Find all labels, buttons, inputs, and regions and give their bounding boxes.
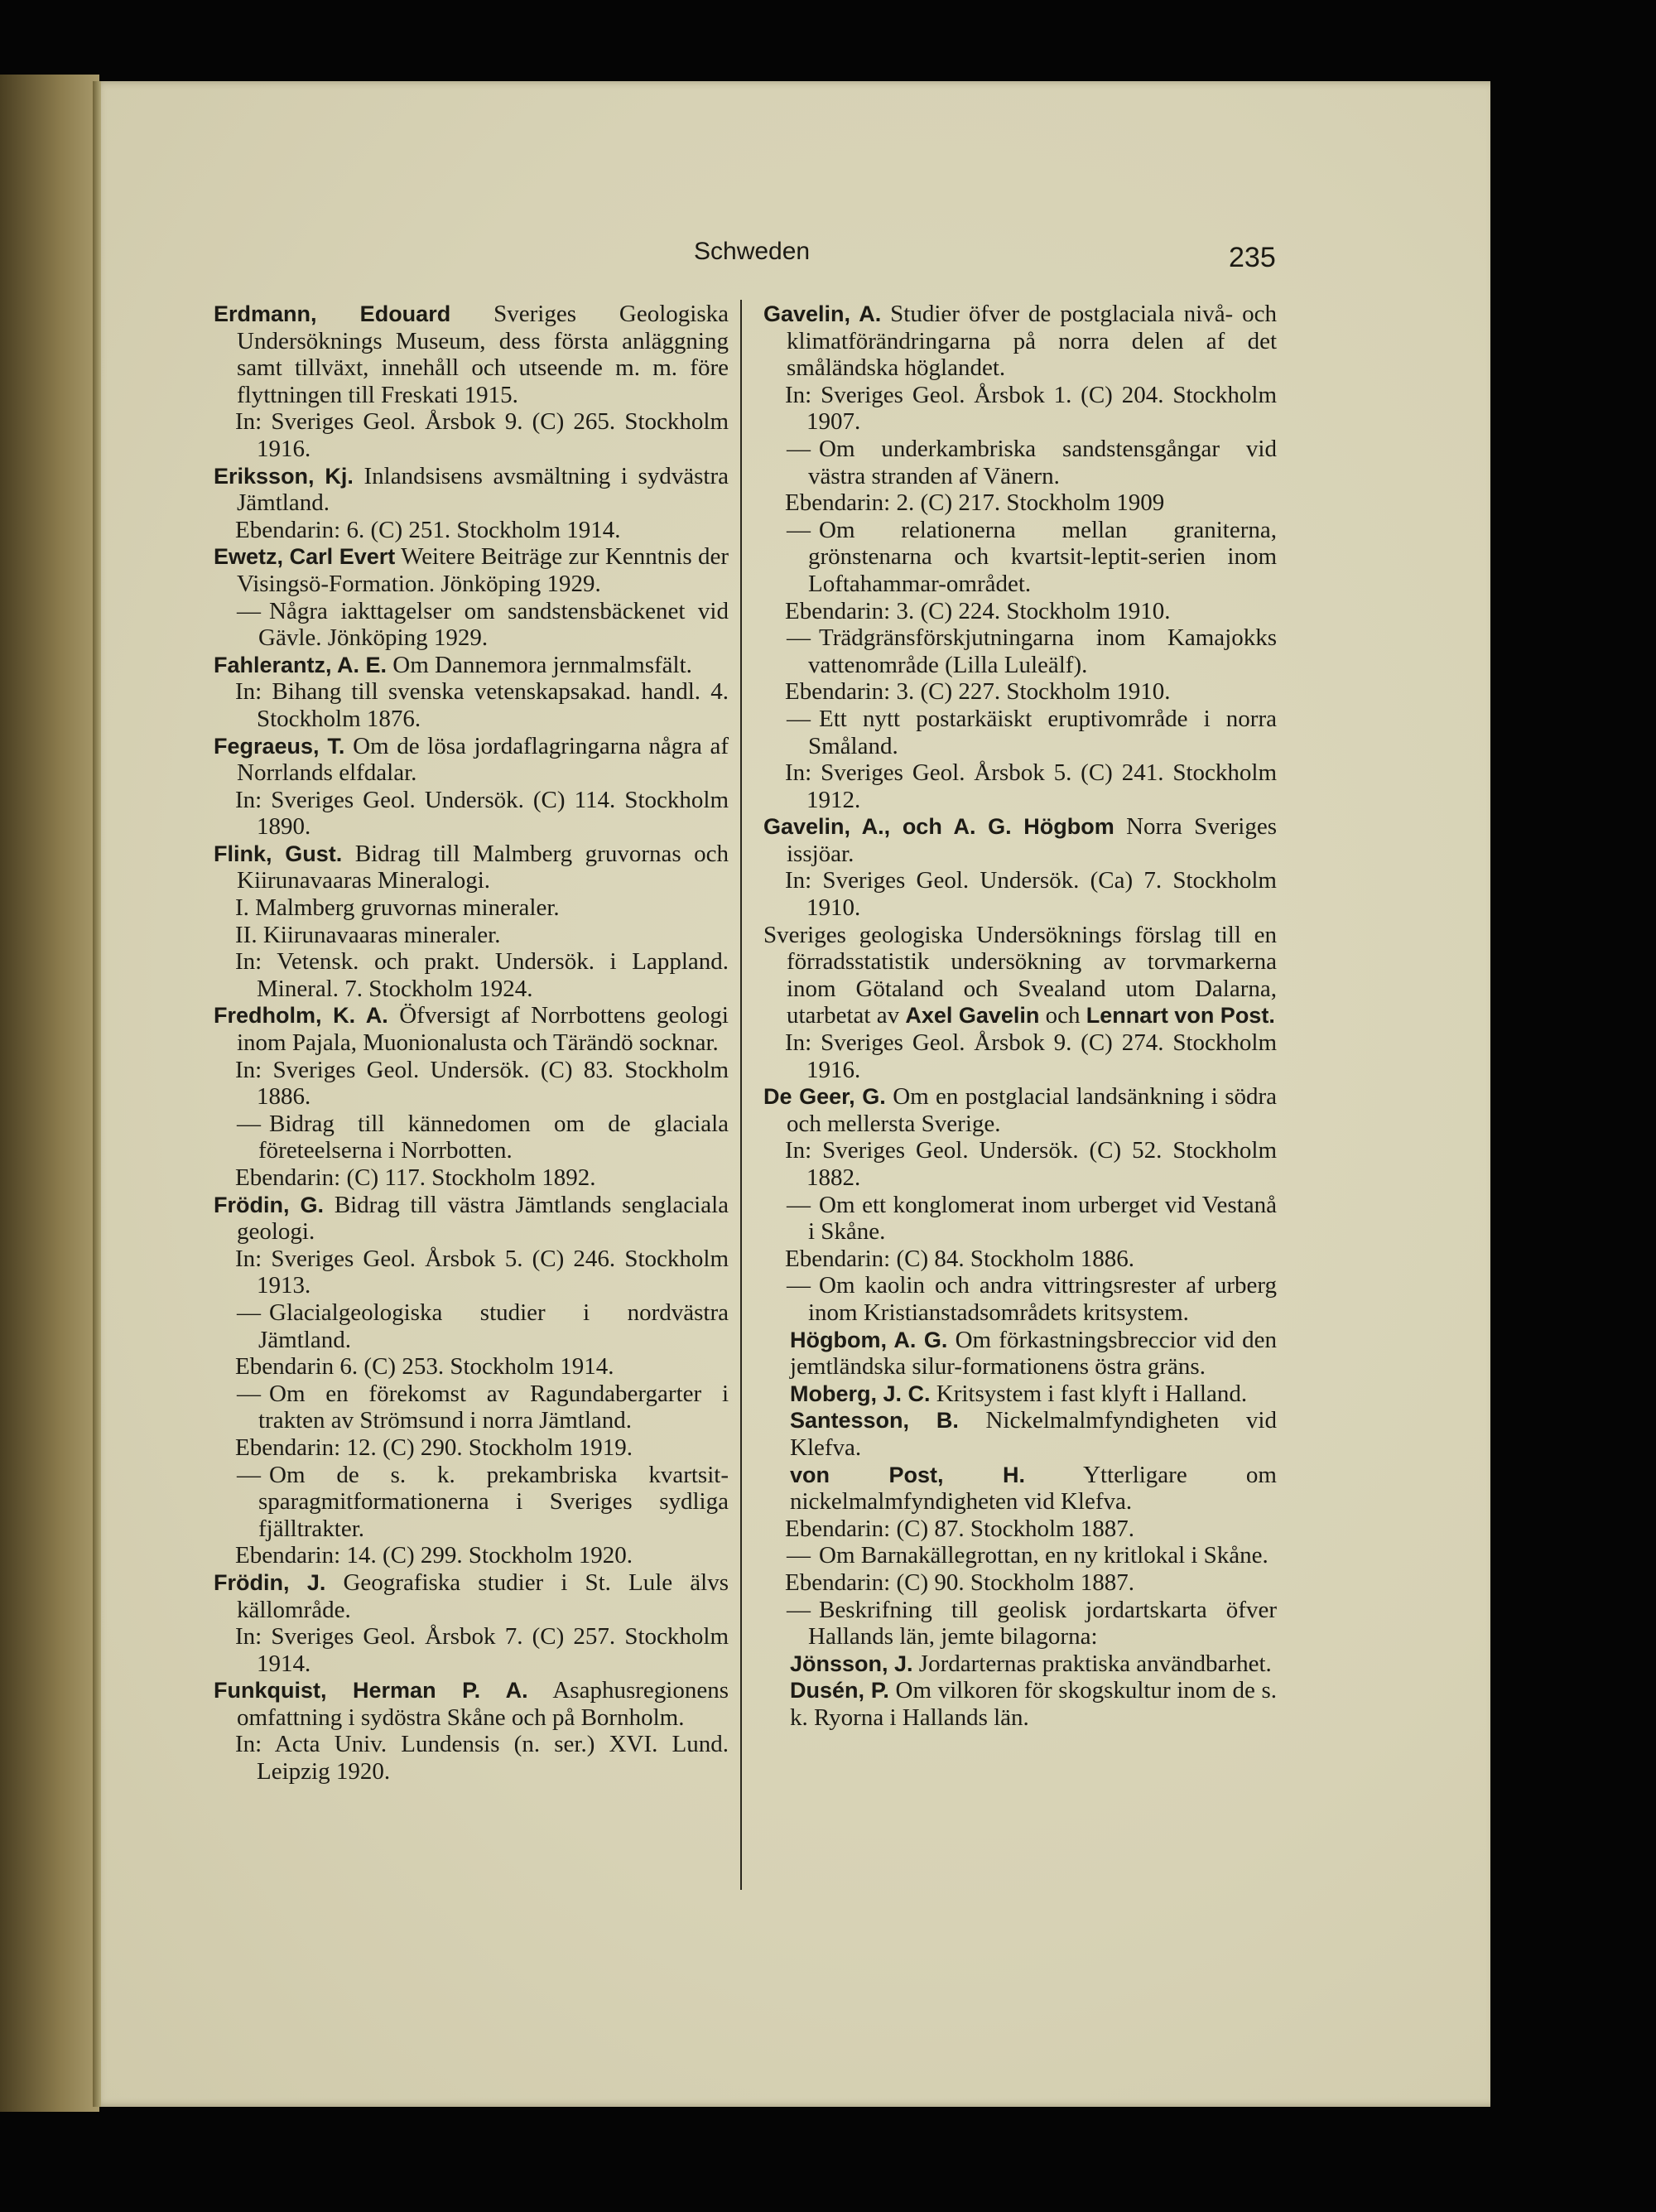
publication-info: Ebendarin: 3. (C) 224. Stockholm 1910. xyxy=(785,597,1171,624)
entry-title: Om underkambriska sandstensgångar vid västra stranden af Vänern. xyxy=(808,435,1277,489)
author-name: von Post, H. xyxy=(790,1462,1025,1487)
bibliography-subentry xyxy=(763,1597,1277,1651)
author-name: Fegraeus, T. xyxy=(214,733,345,759)
entry-title: Om förkastningsbreccior vid den jemtländska silur-formationens östra gräns. xyxy=(790,1326,1277,1381)
repeat-author-dash: — xyxy=(237,1461,261,1488)
bibliography-entry xyxy=(214,1192,729,1246)
bibliography-subentry xyxy=(763,1272,1277,1326)
entry-title: Om ett konglomerat inom urberget vid Vestanå i Skåne. xyxy=(808,1191,1277,1246)
entry-title: Om de s. k. prekambriska kvartsit-sparagmitformationerna i Sveriges sydliga fjälltrakter. xyxy=(258,1461,729,1542)
author-name: Gavelin, A. xyxy=(763,301,882,326)
entry-title: Beskrifning till geolisk jordartskarta öfver Hallands län, jemte bilagorna: xyxy=(808,1596,1277,1651)
right-column xyxy=(763,301,1277,1731)
plain-entry xyxy=(763,922,1277,1029)
book-gutter xyxy=(93,81,101,2107)
bibliography-entry xyxy=(214,543,729,597)
publication-info: Ebendarin: 3. (C) 227. Stockholm 1910. xyxy=(785,678,1171,706)
contributor-entry xyxy=(763,1651,1277,1678)
bibliography-entry xyxy=(214,463,729,517)
publication-info: Ebendarin: 6. (C) 251. Stockholm 1914. xyxy=(235,516,621,543)
bibliography-subentry xyxy=(763,517,1277,598)
entry-title: Norra Sveriges issjöar. xyxy=(787,813,1277,867)
bibliography-subentry xyxy=(214,1299,729,1353)
entry-title: Geografiska studier i St. Lule älvs källområde. xyxy=(237,1569,729,1623)
bibliography-entry xyxy=(214,1569,729,1623)
entry-title: Ett nytt postarkäiskt eruptivområde i norra Småland. xyxy=(808,705,1277,759)
author-name: Fredholm, K. A. xyxy=(214,1003,388,1029)
author-name: Högbom, A. G. xyxy=(790,1327,948,1352)
repeat-author-dash: — xyxy=(787,1542,811,1569)
repeat-author-dash: — xyxy=(237,1299,261,1326)
author-name: Jönsson, J. xyxy=(790,1651,913,1676)
publication-info: Ebendarin: 14. (C) 299. Stockholm 1920. xyxy=(235,1542,633,1569)
publication-info: In: Acta Univ. Lundensis (n. ser.) XVI. Lund. Leipzig 1920. xyxy=(235,1731,729,1786)
repeat-author-dash: — xyxy=(237,597,261,624)
author-name: Dusén, P. xyxy=(790,1678,889,1704)
publication-info: In: Sveriges Geol. Årsbok 9. (C) 265. Stockholm 1916. xyxy=(235,408,729,462)
entry-title: Om vilkoren för skogskultur inom de s. k. Ryorna i Hallands län. xyxy=(790,1677,1277,1731)
repeat-author-dash: — xyxy=(787,516,811,543)
publication-info: Ebendarin: (C) 117. Stockholm 1892. xyxy=(235,1164,596,1191)
bibliography-entry xyxy=(763,1083,1277,1137)
bibliography-subentry xyxy=(214,1381,729,1434)
entry-title: Bidrag till Malmberg gruvornas och Kiirunavaaras Mineralogi. xyxy=(237,840,729,894)
entry-title: Om relationerna mellan graniterna, grönstenarna och kvartsit-leptit-serien inom Loftahammar-området. xyxy=(808,516,1277,597)
author-name: Santesson, B. xyxy=(790,1408,959,1434)
running-header: Schweden xyxy=(694,238,811,265)
publication-info: In: Sveriges Geol. Årsbok 5. (C) 246. Stockholm 1913. xyxy=(235,1245,729,1299)
author-name: Axel Gavelin xyxy=(905,1003,1040,1029)
repeat-author-dash: — xyxy=(787,435,811,462)
publication-info: In: Bihang till svenska vetenskapsakad. handl. 4. Stockholm 1876. xyxy=(235,678,729,732)
entry-text: och xyxy=(1045,1002,1081,1029)
author-name: Eriksson, Kj. xyxy=(214,463,354,489)
author-name: Flink, Gust. xyxy=(214,841,343,866)
entry-title: Weitere Beiträge zur Kenntnis der Visingsö-Formation. Jönköping 1929. xyxy=(237,543,729,597)
publication-info: Ebendarin: (C) 84. Stockholm 1886. xyxy=(785,1245,1135,1272)
bibliography-subentry xyxy=(214,598,729,652)
entry-title: Om Barnakällegrottan, en ny kritlokal i Skåne. xyxy=(819,1542,1268,1569)
previous-page-edge xyxy=(0,75,99,2112)
entry-title: Öfversigt af Norrbottens geologi inom Pajala, Muonionalusta och Tärändö socknar. xyxy=(237,1002,729,1057)
entry-title: Om en postglacial landsänkning i södra och mellersta Sverige. xyxy=(787,1083,1278,1137)
entry-title: Om Dannemora jernmalmsfält. xyxy=(392,651,692,678)
page-number: 235 xyxy=(1229,242,1276,273)
entry-title: Inlandsisens avsmältning i sydvästra Jämtland. xyxy=(237,462,729,517)
bibliography-subentry xyxy=(214,1111,729,1164)
author-name: Frödin, G. xyxy=(214,1192,324,1217)
author-name: Frödin, J. xyxy=(214,1569,326,1595)
author-name: Funkquist, Herman P. A. xyxy=(214,1678,528,1704)
contributor-entry xyxy=(763,1462,1277,1516)
publication-info: I. Malmberg gruvornas mineraler. xyxy=(235,894,560,922)
bibliography-entry xyxy=(214,652,729,679)
publication-info: In: Sveriges Geol. Årsbok 7. (C) 257. Stockholm 1914. xyxy=(235,1623,729,1677)
contributor-entry xyxy=(763,1327,1277,1381)
bibliography-entry xyxy=(214,841,729,894)
entry-title: Jordarternas praktiska användbarhet. xyxy=(918,1650,1272,1677)
entry-title: Kritsystem i fast klyft i Halland. xyxy=(936,1380,1248,1407)
bibliography-entry xyxy=(214,733,729,787)
entry-title: Om de lösa jordaflagringarna några af Norrlands elfdalar. xyxy=(237,732,729,787)
repeat-author-dash: — xyxy=(787,1272,811,1299)
bibliography-subentry xyxy=(763,706,1277,759)
bibliography-entry xyxy=(214,1677,729,1731)
publication-info: Ebendarin: (C) 87. Stockholm 1887. xyxy=(785,1515,1135,1542)
publication-info: Ebendarin: 12. (C) 290. Stockholm 1919. xyxy=(235,1434,633,1461)
bibliography-subentry xyxy=(763,624,1277,678)
publication-info: Ebendarin: 2. (C) 217. Stockholm 1909 xyxy=(785,489,1165,517)
entry-title: Bidrag till västra Jämtlands senglaciala geologi. xyxy=(237,1191,729,1246)
bibliography-subentry xyxy=(763,1192,1277,1246)
entry-title: Nickelmalmfyndigheten vid Klefva. xyxy=(790,1407,1277,1461)
contributor-entry xyxy=(763,1381,1277,1408)
entry-text: Sveriges geologiska Undersöknings förslag till en förradsstatistik undersökning av torvmarkerna inom Götaland och Svealand utom Dalarna, utarbetat av xyxy=(763,921,1277,1029)
bibliography-subentry xyxy=(214,1462,729,1543)
author-name: Ewetz, Carl Evert xyxy=(214,544,396,570)
bibliography-subentry xyxy=(763,1542,1277,1569)
bibliography-entry xyxy=(763,301,1277,382)
entry-title: Ytterligare om nickelmalmfyndigheten vid Klefva. xyxy=(790,1461,1277,1516)
contributor-entry xyxy=(763,1677,1277,1731)
repeat-author-dash: — xyxy=(787,1191,811,1218)
bibliography-entry xyxy=(763,813,1277,867)
bibliography-entry xyxy=(214,301,729,408)
publication-info: In: Sveriges Geol. Årsbok 5. (C) 241. Stockholm 1912. xyxy=(785,759,1277,813)
author-name: Moberg, J. C. xyxy=(790,1381,931,1406)
publication-info: In: Sveriges Geol. Årsbok 1. (C) 204. Stockholm 1907. xyxy=(785,381,1277,436)
entry-title: Studier öfver de postglaciala nivå- och klimatförändringarna på norra delen af det småländska höglandet. xyxy=(787,301,1278,382)
entry-title: Trädgränsförskjutningarna inom Kamajokks vattenområde (Lilla Luleälf). xyxy=(808,624,1277,678)
repeat-author-dash: — xyxy=(237,1380,261,1407)
publication-info: II. Kiirunavaaras mineraler. xyxy=(235,921,501,948)
publication-info: Ebendarin: (C) 90. Stockholm 1887. xyxy=(785,1569,1135,1596)
bibliography-subentry xyxy=(763,436,1277,489)
entry-title: Sveriges Geologiska Undersöknings Museum, dess första anläggning samt tillväxt, innehåll och utseende m. m. före flyttningen till Freskati 1915. xyxy=(237,301,729,408)
entry-title: Om kaolin och andra vittringsrester af urberg inom Kristianstadsområdets kritsystem. xyxy=(808,1272,1277,1326)
publication-info: In: Sveriges Geol. Undersök. (C) 83. Stockholm 1886. xyxy=(235,1056,729,1111)
author-name: Gavelin, A., och A. G. Högbom xyxy=(763,814,1114,840)
author-name: Fahlerantz, A. E. xyxy=(214,652,388,677)
contributor-entry xyxy=(763,1407,1277,1461)
repeat-author-dash: — xyxy=(787,705,811,732)
publication-info: In: Sveriges Geol. Undersök. (Ca) 7. Stockholm 1910. xyxy=(785,867,1277,922)
author-name: Erdmann, Edouard xyxy=(214,301,451,326)
publication-info: Ebendarin 6. (C) 253. Stockholm 1914. xyxy=(235,1353,614,1381)
entry-title: Om en förekomst av Ragundabergarter i trakten av Strömsund i norra Jämtland. xyxy=(258,1380,729,1434)
repeat-author-dash: — xyxy=(237,1110,261,1137)
left-column xyxy=(214,301,729,1786)
publication-info: In: Sveriges Geol. Undersök. (C) 114. Stockholm 1890. xyxy=(235,786,729,841)
repeat-author-dash: — xyxy=(787,624,811,652)
entry-title: Några iakttagelser om sandstensbäckenet vid Gävle. Jönköping 1929. xyxy=(258,597,729,652)
entry-title: Asaphusregionens omfattning i sydöstra Skåne och på Bornholm. xyxy=(237,1677,729,1731)
author-name: Lennart von Post. xyxy=(1086,1003,1275,1029)
entry-title: Bidrag till kännedomen om de glaciala företeelserna i Norrbotten. xyxy=(258,1110,729,1164)
publication-info: In: Sveriges Geol. Undersök. (C) 52. Stockholm 1882. xyxy=(785,1137,1277,1191)
repeat-author-dash: — xyxy=(787,1596,811,1623)
bibliography-entry xyxy=(214,1002,729,1056)
publication-info: In: Vetensk. och prakt. Undersök. i Lappland. Mineral. 7. Stockholm 1924. xyxy=(235,948,729,1002)
author-name: De Geer, G. xyxy=(763,1084,886,1110)
column-divider xyxy=(740,300,742,1890)
publication-info: In: Sveriges Geol. Årsbok 9. (C) 274. Stockholm 1916. xyxy=(785,1029,1277,1083)
entry-title: Glacialgeologiska studier i nordvästra Jämtland. xyxy=(258,1299,729,1353)
